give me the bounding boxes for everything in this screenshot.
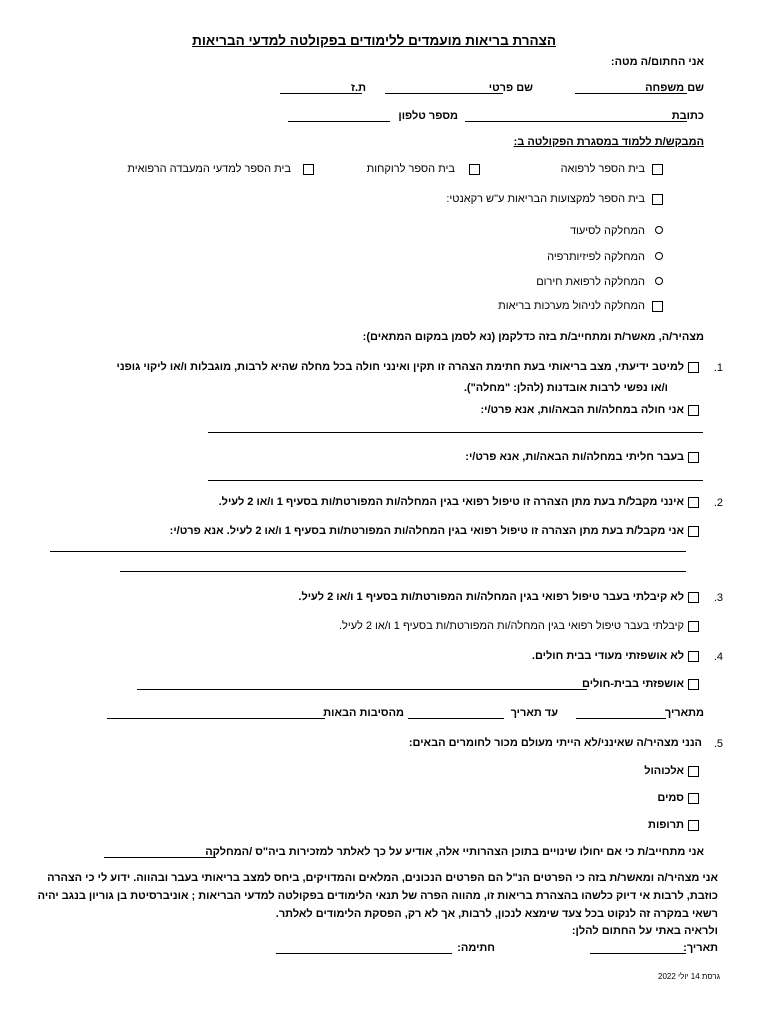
dept-emergency-label: המחלקה לרפואת חירום — [536, 276, 645, 288]
phone-field[interactable] — [288, 121, 390, 122]
section-1-past-ill-details-line[interactable] — [208, 480, 703, 481]
school-pharmacy-checkbox[interactable] — [469, 164, 480, 175]
date-field[interactable] — [590, 953, 686, 954]
signature-label: חתימה: — [457, 942, 495, 954]
drugs-checkbox[interactable] — [688, 793, 699, 804]
section-4-hospitalized-label: אושפזתי בבית-חולים — [582, 678, 684, 690]
section-5-text: הנני מצהיר/ה שאינני/לא הייתי מעולם מכור לחומרים הבאים: — [408, 737, 702, 749]
section-1-number: 1. — [713, 362, 723, 374]
alcohol-label: אלכוהול — [644, 765, 684, 777]
section-3-no-past-treatment-label: לא קיבלתי בעבר טיפול רפואי בגין המחלה/ות המפורטת/ות בסעיף 1 ו/או 2 לעיל. — [298, 591, 684, 603]
date-label: תאריך: — [683, 942, 718, 954]
section-1-healthy-checkbox[interactable] — [688, 362, 699, 373]
section-2-treatment-checkbox[interactable] — [688, 526, 699, 537]
commitment-text: אני מתחייב/ת כי אם יחולו שינויים בתוכן הצהרותיי אלה, אודיע על כך לאלתר למזכירות ביה"ס /המחלקה — [205, 846, 704, 858]
to-date-field[interactable] — [408, 718, 504, 719]
section-3-past-treatment-label: קיבלתי בעבר טיפול רפואי בגין המחלה/ות המפורטת/ות בסעיף 1 ו/או 2 לעיל. — [338, 620, 684, 632]
school-lab-label: בית הספר למדעי המעבדה הרפואית — [127, 163, 291, 175]
applicant-heading: המבקש/ת ללמוד במסגרת הפקולטה ב: — [513, 136, 704, 148]
dept-nursing-radio[interactable] — [655, 226, 663, 234]
school-medicine-label: בית הספר לרפואה — [560, 163, 645, 175]
declaration-intro: מצהיר/ה, מאשר/ת ומתחייב/ת בזה כדלקמן (נא לסמן במקום המתאים): — [362, 331, 704, 343]
from-date-field[interactable] — [576, 718, 666, 719]
pills-checkbox[interactable] — [688, 820, 699, 831]
section-4-not-hospitalized-checkbox[interactable] — [688, 651, 699, 662]
section-5-number: 5. — [713, 738, 723, 750]
section-4-hospitalized-checkbox[interactable] — [688, 679, 699, 690]
section-2-number: 2. — [713, 497, 723, 509]
pills-label: תרופות — [648, 819, 684, 831]
first-name-field[interactable] — [385, 93, 503, 94]
dept-nursing-label: המחלקה לסיעוד — [569, 225, 645, 237]
section-2-treatment-label: אני מקבל/ת בעת מתן הצהרה זו טיפול רפואי בגין המחלה/ות המפורטת/ות בסעיף 1 ו/או 2 לעיל. אנא פרט/י: — [169, 525, 684, 537]
school-health-professions-checkbox[interactable] — [652, 194, 663, 205]
reasons-label: מהסיבות הבאות — [323, 707, 404, 719]
drugs-label: סמים — [657, 792, 684, 804]
version-text: גרסת 14 יולי 2022 — [658, 972, 720, 981]
school-lab-checkbox[interactable] — [303, 164, 314, 175]
section-4-not-hospitalized-label: לא אושפזתי מעודי בבית חולים. — [531, 650, 684, 662]
school-medicine-checkbox[interactable] — [652, 164, 663, 175]
page-title: הצהרת בריאות מועמדים ללימודים בפקולטה למדעי הבריאות — [192, 33, 556, 48]
section-2-details-line-1[interactable] — [50, 551, 686, 552]
to-date-label: עד תאריך — [510, 707, 558, 719]
dept-physio-label: המחלקה לפיזיותרפיה — [547, 251, 645, 263]
dept-management-checkbox[interactable] — [652, 301, 663, 312]
section-1-past-ill-label: בעבר חליתי במחלה/ות הבאה/ות, אנא פרט/י: — [465, 451, 684, 463]
dept-management-label: המחלקה לניהול מערכות בריאות — [498, 300, 645, 312]
section-3-past-treatment-checkbox[interactable] — [688, 621, 699, 632]
closing-line-4: ולראיה באתי על החתום להלן: — [571, 925, 718, 937]
school-pharmacy-label: בית הספר לרוקחות — [366, 163, 455, 175]
section-3-number: 3. — [713, 592, 723, 604]
school-health-professions-label: בית הספר למקצועות הבריאות ע"ש רקאנטי: — [446, 193, 645, 205]
intro-text: אני החתום/ה מטה: — [610, 56, 704, 68]
dept-emergency-radio[interactable] — [655, 277, 663, 285]
section-2-no-treatment-label: אינני מקבל/ת בעת מתן הצהרה זו טיפול רפואי בגין המחלה/ות המפורטת/ות בסעיף 1 ו/או 2 לעיל. — [218, 496, 684, 508]
address-label: כתובת — [671, 110, 704, 122]
reasons-field[interactable] — [107, 718, 325, 719]
closing-line-1: אני מצהיר/ה ומאשר/ת בזה כי הפרטים הנ"ל הם הפרטים הנכונים, המלאים והמדויקים, ביחס למצב בריאותי בעבר ובהווה. ידוע לי כי הצהרה — [47, 872, 718, 884]
alcohol-checkbox[interactable] — [688, 766, 699, 777]
id-label: ת.ז — [351, 82, 366, 94]
section-3-no-past-treatment-checkbox[interactable] — [688, 592, 699, 603]
section-4-hospitalized-details-line[interactable] — [137, 689, 587, 690]
dept-physio-radio[interactable] — [655, 252, 663, 260]
first-name-label: שם פרטי — [488, 82, 533, 94]
phone-label: מספר טלפון — [398, 110, 458, 122]
section-1-text-a: למיטב ידיעתי, מצב בריאותי בעת חתימת הצהרה זו תקין ואינני חולה בכל מחלה שהיא לרבות, מוגבלות ו/או ליקוי גופני — [116, 361, 684, 373]
closing-line-2: כוזבת, לרבות אי דיוק כלשהו בהצהרת בריאות זו, מהווה הפרה של תנאי הלימודים בפקולטה למדעי הבריאות ; אוניברסיטת בן גוריון בנגב יהיה — [37, 890, 718, 902]
section-2-no-treatment-checkbox[interactable] — [688, 497, 699, 508]
signature-field[interactable] — [276, 953, 452, 954]
address-field[interactable] — [465, 121, 687, 122]
section-2-details-line-2[interactable] — [120, 571, 686, 572]
section-1-text-b: ו/או נפשי לרבות אובדנות (להלן: "מחלה"). — [463, 382, 668, 394]
section-1-ill-checkbox[interactable] — [688, 405, 699, 416]
from-date-label: מתאריך — [664, 707, 704, 719]
section-1-past-ill-checkbox[interactable] — [688, 452, 699, 463]
section-1-ill-label: אני חולה במחלה/ות הבאה/ות, אנא פרט/י: — [480, 404, 684, 416]
closing-line-3: רשאי במקרה זה לנקוט בכל צעד שימצא לנכון, לרבות, אך לא רק, הפסקת הלימודים לאלתר. — [275, 908, 718, 920]
section-1-ill-details-line[interactable] — [208, 432, 703, 433]
commitment-field[interactable] — [104, 857, 216, 858]
last-name-label: שם משפחה — [645, 82, 704, 94]
last-name-field[interactable] — [575, 93, 687, 94]
section-4-number: 4. — [713, 651, 723, 663]
id-field[interactable] — [280, 93, 362, 94]
